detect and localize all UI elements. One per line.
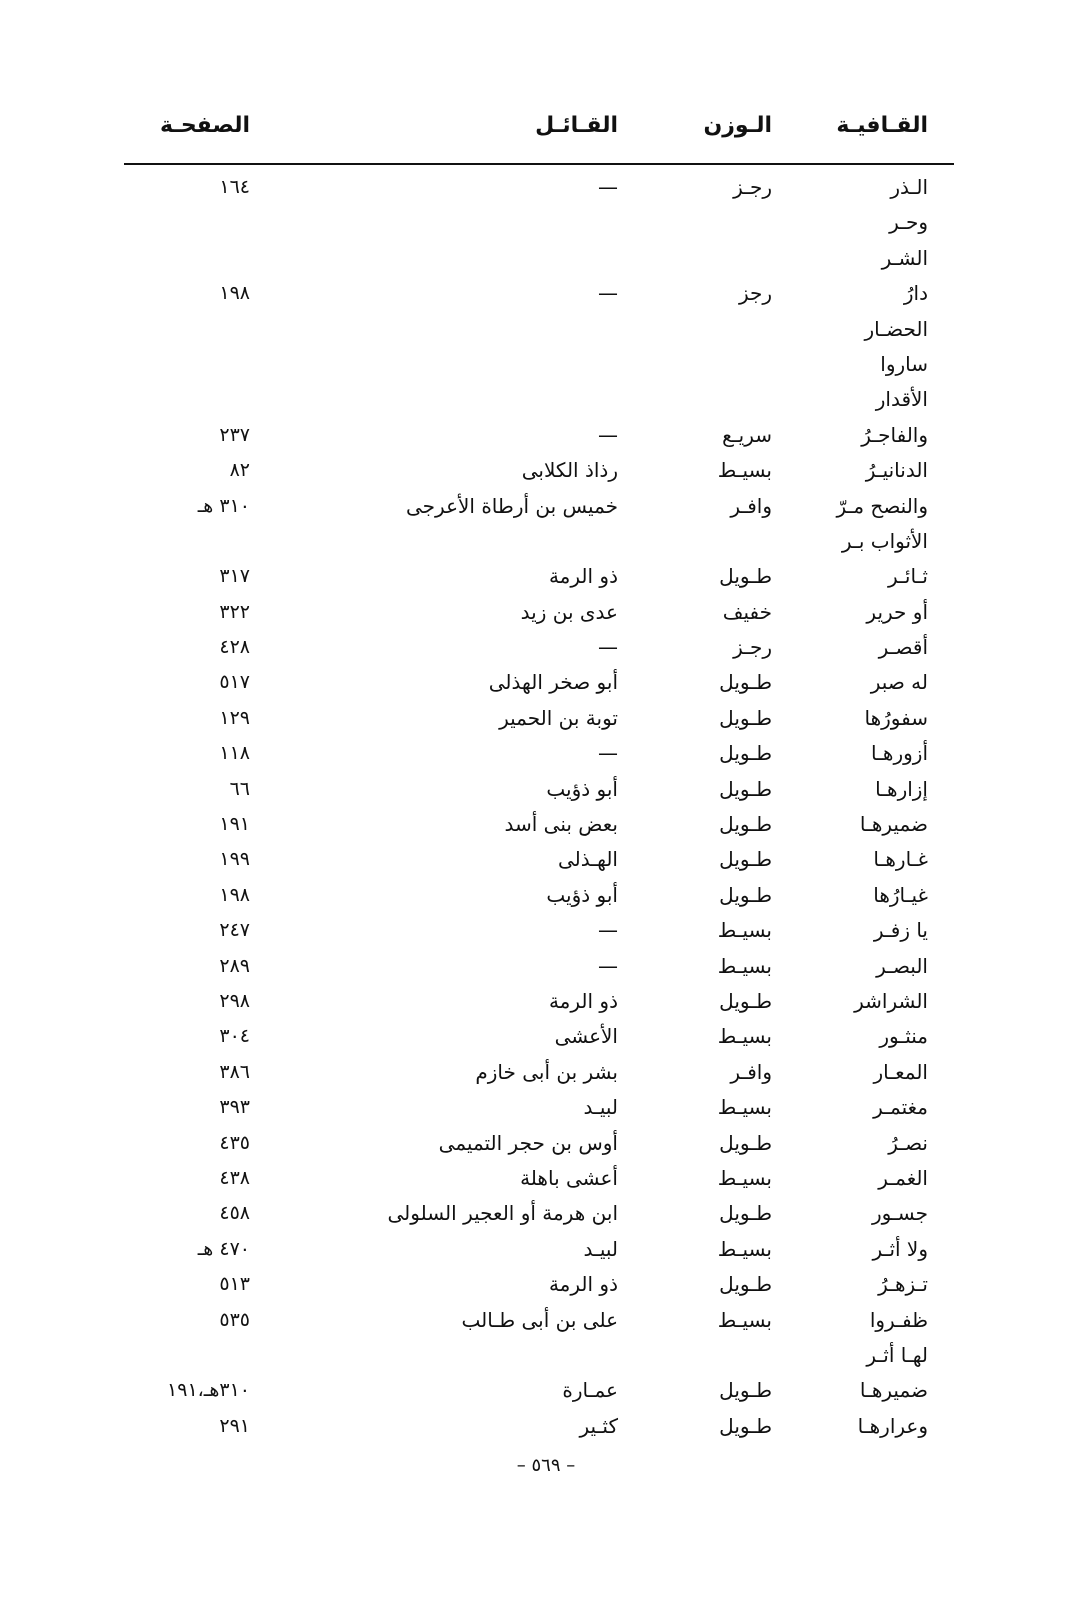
- table-row: [0, 312, 1092, 347]
- cell-safha: ١١٨: [219, 742, 250, 765]
- cell-qafiya: سفورُها: [864, 705, 928, 730]
- table-row: [0, 772, 1092, 807]
- table-row: [0, 1338, 1092, 1373]
- cell-qafiya: ولا أثـر: [872, 1236, 928, 1261]
- cell-qail: لبيـد: [583, 1236, 618, 1261]
- table-row: [0, 630, 1092, 665]
- cell-wazn: رجز: [738, 281, 772, 306]
- table-row: [0, 1090, 1092, 1125]
- cell-qail: على بن أبى طـالب: [461, 1307, 618, 1332]
- cell-qafiya: الدنانيـرُ: [865, 458, 928, 483]
- cell-qafiya: المعـار: [873, 1059, 928, 1084]
- cell-qail: توبة بن الحمير: [499, 705, 618, 730]
- cell-qafiya: الأقدار: [875, 387, 928, 412]
- cell-wazn: طـويل: [719, 1201, 772, 1226]
- cell-qail: أوس بن حجر التميمى: [438, 1130, 618, 1155]
- cell-qafiya: منثـور: [879, 1024, 928, 1049]
- cell-safha: ٤٣٨: [219, 1166, 250, 1189]
- cell-qail: —: [598, 953, 618, 978]
- cell-safha: ٨٢: [229, 459, 250, 482]
- cell-safha: ٣١٠هـ،١٩١: [167, 1379, 250, 1402]
- table-row: [0, 736, 1092, 771]
- table-row: [0, 984, 1092, 1019]
- cell-qail: لبيـد: [583, 1095, 618, 1120]
- cell-qafiya: والنصح مـرّ: [836, 493, 928, 518]
- cell-qafiya: إزارهـا: [875, 776, 928, 801]
- table-row: [0, 382, 1092, 417]
- cell-qafiya: أقصـر: [878, 635, 928, 660]
- cell-wazn: طـويل: [719, 988, 772, 1013]
- cell-safha: ٦٦: [229, 777, 250, 800]
- cell-qail: ذو الرمة: [548, 988, 618, 1013]
- table-row: [0, 453, 1092, 488]
- cell-wazn: طـويل: [719, 812, 772, 837]
- cell-qafiya: تـزهـرُ: [878, 1272, 928, 1297]
- table-row: [0, 489, 1092, 524]
- table-row: [0, 1126, 1092, 1161]
- cell-safha: ١٩١: [219, 813, 250, 836]
- cell-qail: خميس بن أرطاة الأعرجى: [406, 493, 618, 518]
- cell-wazn: طـويل: [719, 741, 772, 766]
- cell-safha: ٣٩٣: [219, 1096, 250, 1119]
- cell-qafiya: لهـا أثـر: [866, 1342, 928, 1367]
- table-row: [0, 241, 1092, 276]
- cell-qafiya: والفاجـرُ: [861, 422, 928, 447]
- cell-safha: ٢٩٨: [219, 989, 250, 1012]
- cell-safha: ١٢٩: [219, 706, 250, 729]
- cell-qail: رذاذ الكلابى: [521, 458, 618, 483]
- page-number: – ٥٦٩ –: [516, 1455, 576, 1476]
- cell-wazn: طـويل: [719, 670, 772, 695]
- cell-qafiya: ضميرهـا: [859, 812, 928, 837]
- cell-wazn: طـويل: [719, 1272, 772, 1297]
- cell-wazn: وافـر: [730, 493, 772, 518]
- table-row: [0, 1019, 1092, 1054]
- cell-qail: —: [598, 741, 618, 766]
- cell-wazn: رجـز: [733, 175, 772, 199]
- cell-qail: بشر بن أبى خازم: [475, 1059, 618, 1084]
- cell-safha: ٢٣٧: [219, 423, 250, 446]
- table-row: [0, 1303, 1092, 1338]
- cell-qail: —: [598, 422, 618, 447]
- cell-safha: ٤٧٠ هـ: [197, 1237, 250, 1260]
- cell-qafiya: أزورهـا: [870, 741, 928, 766]
- cell-qafiya: يا زفـر: [873, 918, 928, 943]
- cell-qafiya: الشراشر: [854, 988, 928, 1013]
- table-row: [0, 878, 1092, 913]
- table-body: [0, 170, 1092, 1444]
- cell-safha: ٣١٧: [219, 565, 250, 588]
- cell-qafiya: غـارهـا: [873, 847, 928, 872]
- cell-wazn: بسيـط: [717, 1095, 772, 1120]
- cell-safha: ٥١٣: [219, 1273, 250, 1296]
- cell-wazn: طـويل: [719, 776, 772, 801]
- cell-qafiya: مغتمـر: [873, 1095, 928, 1120]
- cell-qail: ذو الرمة: [548, 1272, 618, 1297]
- table-row: [0, 701, 1092, 736]
- cell-qafiya: نصـرُ: [888, 1130, 928, 1155]
- cell-safha: ٣٨٦: [219, 1060, 250, 1083]
- table-row: [0, 665, 1092, 700]
- table-row: [0, 1161, 1092, 1196]
- cell-safha: ٤٣٥: [219, 1131, 250, 1154]
- cell-qafiya: ساروا: [880, 351, 928, 376]
- table-row: [0, 205, 1092, 240]
- cell-safha: ٣٢٢: [219, 600, 250, 623]
- table-row: [0, 1267, 1092, 1302]
- table-row: [0, 913, 1092, 948]
- cell-safha: ١٦٤: [219, 176, 250, 198]
- cell-qafiya: البصـر: [876, 953, 928, 978]
- cell-qafiya: ضميرهـا: [859, 1378, 928, 1403]
- cell-safha: ٥١٧: [219, 671, 250, 694]
- header-wazn: الـوزن: [703, 113, 772, 138]
- cell-wazn: بسيـط: [717, 918, 772, 943]
- cell-qafiya: الشـر: [881, 245, 928, 270]
- table-row: [0, 595, 1092, 630]
- header-safha: الصفحـة: [159, 113, 250, 138]
- cell-wazn: طـويل: [719, 847, 772, 872]
- cell-qail: أبو ذؤيب: [546, 882, 618, 907]
- cell-qafiya: غيـارُها: [873, 882, 928, 907]
- cell-qail: الأعشى: [554, 1024, 618, 1049]
- cell-qafiya: ظفـروا: [869, 1307, 928, 1332]
- cell-wazn: طـويل: [719, 1378, 772, 1403]
- table-row: [0, 1409, 1092, 1444]
- cell-qafiya: ثـائـر: [888, 564, 928, 589]
- cell-safha: ١٩٩: [219, 848, 250, 871]
- cell-qafiya: جسـور: [871, 1201, 928, 1226]
- cell-qail: ذو الرمة: [548, 564, 618, 589]
- cell-qail: بعض بنى أسد: [504, 812, 618, 837]
- cell-wazn: طـويل: [719, 882, 772, 907]
- cell-wazn: بسيـط: [717, 458, 772, 483]
- table-row: [0, 170, 1092, 205]
- cell-safha: ٣١٠ هـ: [197, 494, 250, 517]
- header-qafiya: القـافيـة: [836, 113, 928, 138]
- cell-qail: —: [598, 918, 618, 943]
- cell-wazn: طـويل: [719, 1130, 772, 1155]
- cell-safha: ٢٤٧: [219, 919, 250, 942]
- cell-qail: —: [598, 635, 618, 660]
- table-row: [0, 559, 1092, 594]
- table-header: [0, 108, 1092, 148]
- cell-qail: عمـارة: [562, 1378, 618, 1403]
- cell-safha: ١٩٨: [219, 282, 250, 305]
- table-row: [0, 276, 1092, 311]
- cell-wazn: بسيـط: [717, 1307, 772, 1332]
- cell-wazn: طـويل: [719, 564, 772, 589]
- cell-qafiya: وحـر: [889, 210, 928, 235]
- table-row: [0, 1196, 1092, 1231]
- cell-qafiya: وعرارهـا: [857, 1413, 928, 1438]
- cell-qail: أعشى باهلة: [520, 1165, 618, 1190]
- cell-qafiya: أو حرير: [866, 599, 928, 624]
- cell-wazn: رجـز: [733, 635, 772, 660]
- cell-safha: ٢٨٩: [219, 954, 250, 977]
- cell-qail: —: [598, 281, 618, 306]
- table-row: [0, 842, 1092, 877]
- table-row: [0, 1232, 1092, 1267]
- cell-safha: ٢٩١: [219, 1414, 250, 1437]
- cell-safha: ٤٢٨: [219, 636, 250, 659]
- cell-qail: أبو صخر الهذلى: [488, 670, 618, 695]
- cell-qail: ابن هرمة أو العجير السلولى: [387, 1201, 618, 1226]
- cell-qail: أبو ذؤيب: [546, 776, 618, 801]
- cell-wazn: خفيف: [722, 599, 772, 624]
- cell-qafiya: الحضـار: [864, 316, 928, 341]
- cell-qail: عدى بن زيد: [520, 599, 618, 624]
- cell-safha: ٣٠٤: [219, 1025, 250, 1048]
- cell-safha: ٤٥٨: [219, 1202, 250, 1225]
- cell-qafiya: الـذر: [890, 175, 928, 199]
- table-row: [0, 347, 1092, 382]
- header-divider: [124, 163, 954, 165]
- cell-qail: الهـذلى: [558, 847, 618, 872]
- cell-qafiya: الغمـر: [878, 1165, 928, 1190]
- cell-safha: ١٩٨: [219, 883, 250, 906]
- cell-wazn: بسيـط: [717, 953, 772, 978]
- table-row: [0, 949, 1092, 984]
- cell-qail: —: [598, 175, 618, 199]
- cell-wazn: وافـر: [730, 1059, 772, 1084]
- cell-wazn: بسيـط: [717, 1236, 772, 1261]
- cell-qafiya: دارُ: [903, 281, 928, 306]
- cell-qail: كثـير: [579, 1413, 618, 1438]
- header-qail: القـائـل: [535, 113, 618, 138]
- table-row: [0, 1373, 1092, 1408]
- cell-wazn: بسيـط: [717, 1024, 772, 1049]
- cell-wazn: بسيـط: [717, 1165, 772, 1190]
- table-row: [0, 524, 1092, 559]
- cell-qafiya: له صبر: [870, 670, 928, 695]
- cell-wazn: طـويل: [719, 1413, 772, 1438]
- cell-qafiya: الأثواب بـر: [841, 528, 928, 553]
- cell-wazn: سريـع: [722, 422, 772, 447]
- table-row: [0, 1055, 1092, 1090]
- table-row: [0, 807, 1092, 842]
- table-row: [0, 418, 1092, 453]
- cell-safha: ٥٣٥: [219, 1308, 250, 1331]
- cell-wazn: طـويل: [719, 705, 772, 730]
